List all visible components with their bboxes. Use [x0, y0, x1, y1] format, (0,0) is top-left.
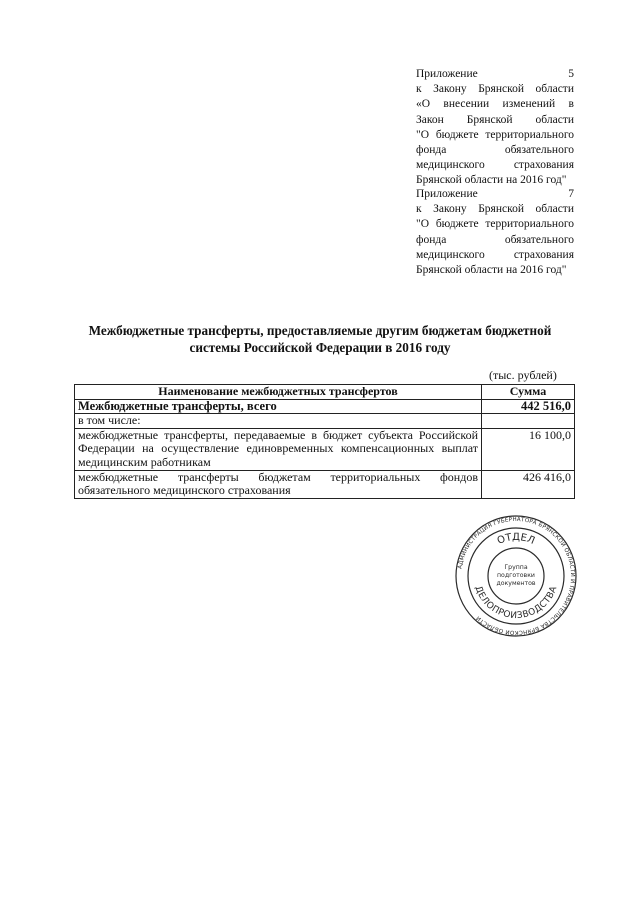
- column-header-sum: Сумма: [482, 385, 575, 400]
- row-name-cell: Межбюджетные трансферты, всего: [75, 399, 482, 414]
- transfers-table: [74, 384, 575, 499]
- appendix-line: фонда обязательного: [416, 144, 574, 157]
- seal-center-line: подготовки: [497, 572, 535, 579]
- document-title: [60, 322, 580, 356]
- appendix-line: Закон Брянской области: [416, 113, 574, 126]
- appendix-line: Приложение 5: [416, 68, 574, 80]
- row-name-cell: межбюджетные трансферты бюджетам территориальных фондов обязательного медицинского страхования: [75, 470, 482, 498]
- row-name-cell: в том числе:: [75, 414, 482, 429]
- appendix-line: медицинского страхования: [416, 248, 574, 261]
- appendix-line: медицинского страхования: [416, 159, 574, 172]
- appendix-line: фонда обязательного: [416, 233, 574, 246]
- table-header-row: [75, 385, 575, 400]
- seal-ring-top-text: ОТДЕЛ: [495, 531, 537, 547]
- row-sum-cell: 426 416,0: [482, 470, 575, 498]
- row-sum-cell: 442 516,0: [482, 399, 575, 414]
- table-row: [75, 428, 575, 470]
- appendix-line: к Закону Брянской области: [416, 203, 574, 216]
- appendix-line: "О бюджете территориального: [416, 128, 574, 141]
- table-row: [75, 414, 575, 429]
- appendix-7-header: [416, 187, 574, 278]
- appendix-line: Брянской области на 2016 год": [416, 174, 567, 187]
- units-label: (тыс. рублей): [489, 368, 557, 382]
- appendix-line: к Закону Брянской области: [416, 83, 574, 96]
- column-header-name: Наименование межбюджетных трансфертов: [75, 385, 482, 400]
- seal-center-line: документов: [496, 580, 536, 587]
- table-row: [75, 470, 575, 498]
- appendix-line: Брянской области на 2016 год": [416, 264, 567, 277]
- seal-ring-bottom-text: ДЕЛОПРОИЗВОДСТВА: [472, 584, 560, 622]
- appendix-line: "О бюджете территориального: [416, 218, 574, 231]
- row-sum-cell: 16 100,0: [482, 428, 575, 470]
- title-line-2: системы Российской Федерации в 2016 году: [189, 340, 451, 355]
- appendix-line: «О внесении изменений в: [416, 98, 574, 111]
- appendix-5-header: [416, 67, 574, 189]
- seal-center-line: Группа: [504, 564, 528, 571]
- row-name-cell: межбюджетные трансферты, передаваемые в бюджет субъекта Российской Федерации на осуществление единовременных компенсационных выплат медицинским работникам: [75, 428, 482, 470]
- row-sum-cell: [482, 414, 575, 429]
- table-body: [75, 399, 575, 498]
- seal-outer-text: АДМИНИСТРАЦИЯ ГУБЕРНАТОРА БРЯНСКОЙ ОБЛАСТИ И ПРАВИТЕЛЬСТВА БРЯНСКОЙ ОБЛАСТИ: [457, 516, 576, 636]
- title-line-1: Межбюджетные трансферты, предоставляемые другим бюджетам бюджетной: [88, 323, 552, 338]
- seal-stamp: [454, 514, 578, 638]
- table-row: [75, 399, 575, 414]
- appendix-line: Приложение 7: [416, 188, 574, 200]
